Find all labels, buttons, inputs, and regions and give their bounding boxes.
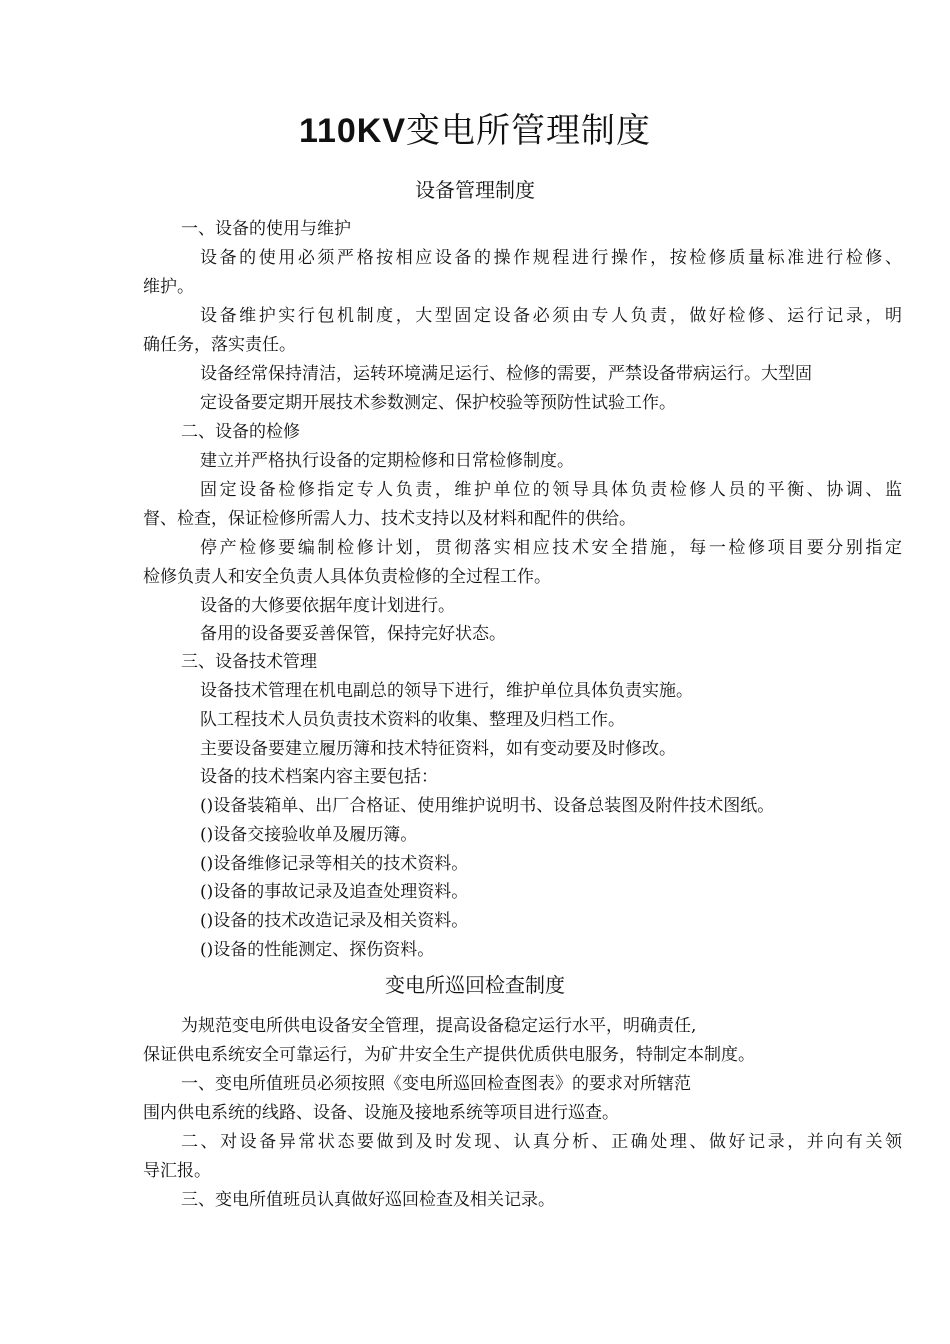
- paragraph-line: 一、变电所值班员必须按照《变电所巡回检查图表》的要求对所辖范: [181, 1074, 691, 1094]
- paragraph-line: 定设备要定期开展技术参数测定、保护校验等预防性试验工作。: [200, 393, 676, 413]
- paragraph-line: 停产检修要编制检修计划，贯彻落实相应技术安全措施，每一检修项目要分别指定: [200, 538, 902, 558]
- paragraph-line: 备用的设备要妥善保管，保持完好状态。: [200, 624, 506, 644]
- list-item: ()设备维修记录等相关的技术资料。: [200, 854, 469, 874]
- paragraph-line: 保证供电系统安全可靠运行，为矿井安全生产提供优质供电服务，特制定本制度。: [143, 1045, 755, 1065]
- section-heading-inspection: 变电所巡回检查制度: [385, 973, 565, 997]
- section-heading-equipment: 设备管理制度: [415, 178, 535, 202]
- paragraph-line: 为规范变电所供电设备安全管理，提高设备稳定运行水平，明确责任,: [181, 1016, 697, 1036]
- document-title: [0, 108, 950, 154]
- subheading: 一、设备的使用与维护: [181, 219, 351, 239]
- subheading: 二、设备的检修: [181, 422, 300, 442]
- paragraph-line: 固定设备检修指定专人负责，维护单位的领导具体负责检修人员的平衡、协调、监: [200, 480, 902, 500]
- list-item: ()设备的事故记录及追查处理资料。: [200, 882, 469, 902]
- list-item: ()设备交接验收单及履历簿。: [200, 825, 418, 845]
- paragraph-line: 二、对设备异常状态要做到及时发现、认真分析、正确处理、做好记录，并向有关领: [181, 1132, 902, 1152]
- paragraph-line: 确任务，落实责任。: [143, 335, 296, 355]
- paragraph-line: 设备维护实行包机制度，大型固定设备必须由专人负责，做好检修、运行记录，明: [200, 306, 902, 326]
- list-item: ()设备的性能测定、探伤资料。: [200, 940, 435, 960]
- paragraph-line: 检修负责人和安全负责人具体负责检修的全过程工作。: [143, 567, 551, 587]
- paragraph-line: 督、检查，保证检修所需人力、技术支持以及材料和配件的供给。: [143, 509, 636, 529]
- paragraph-line: 设备的使用必须严格按相应设备的操作规程进行操作，按检修质量标准进行检修、: [200, 248, 902, 268]
- subheading: 三、设备技术管理: [181, 652, 317, 672]
- paragraph-line: 围内供电系统的线路、设备、设施及接地系统等项目进行巡查。: [143, 1103, 619, 1123]
- paragraph-line: 设备技术管理在机电副总的领导下进行，维护单位具体负责实施。: [200, 681, 693, 701]
- paragraph-line: 设备的技术档案内容主要包括：: [200, 767, 438, 787]
- paragraph-line: 主要设备要建立履历簿和技术特征资料，如有变动要及时修改。: [200, 739, 676, 759]
- title-latin: 110KV: [298, 112, 407, 150]
- paragraph-line: 维护。: [143, 277, 194, 297]
- paragraph-line: 导汇报。: [143, 1161, 211, 1181]
- paragraph-line: 设备的大修要依据年度计划进行。: [200, 596, 455, 616]
- paragraph-line: 三、变电所值班员认真做好巡回检查及相关记录。: [181, 1190, 555, 1210]
- title-cjk: 变电所管理制度: [406, 111, 652, 151]
- list-item: ()设备的技术改造记录及相关资料。: [200, 911, 469, 931]
- paragraph-line: 建立并严格执行设备的定期检修和日常检修制度。: [200, 451, 574, 471]
- list-item: ()设备装箱单、出厂合格证、使用维护说明书、设备总装图及附件技术图纸。: [200, 796, 775, 816]
- paragraph-line: 设备经常保持清洁，运转环境满足运行、检修的需要，严禁设备带病运行。大型固: [200, 364, 812, 384]
- paragraph-line: 队工程技术人员负责技术资料的收集、整理及归档工作。: [200, 710, 625, 730]
